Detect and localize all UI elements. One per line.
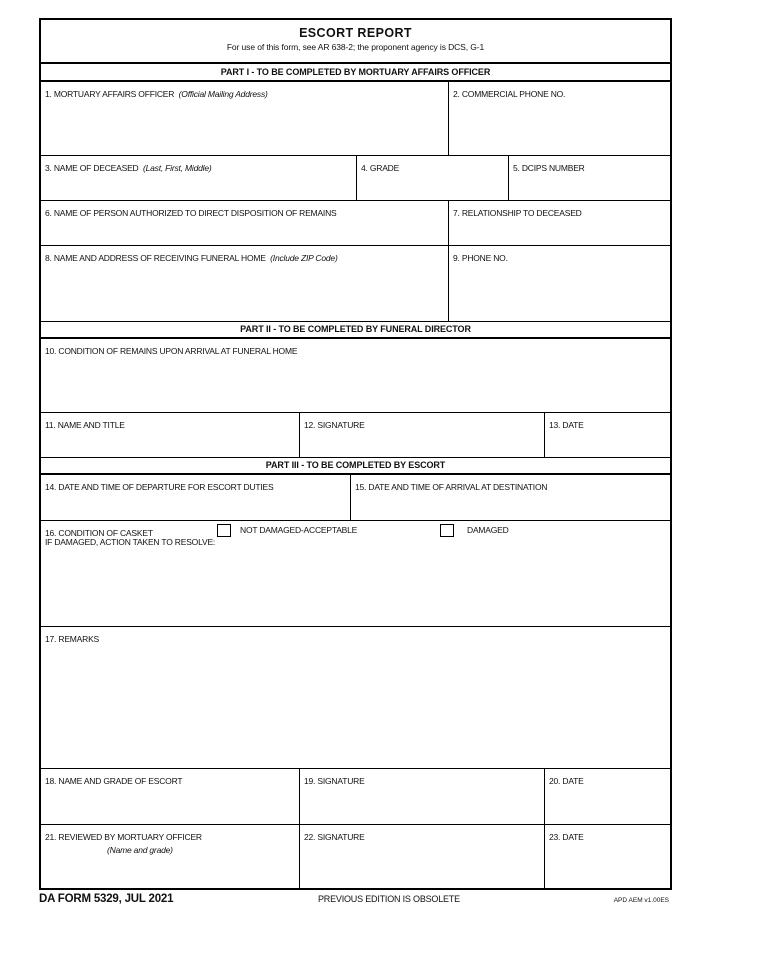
- field-12-label: 12. SIGNATURE: [304, 420, 365, 430]
- field-16-label: 16. CONDITION OF CASKET: [45, 528, 153, 538]
- field-21-label: 21. REVIEWED BY MORTUARY OFFICER: [45, 832, 202, 842]
- da-form-5329: [39, 18, 672, 890]
- field-8-hint: (Include ZIP Code): [270, 253, 338, 263]
- field-15-arrival-datetime[interactable]: [351, 475, 670, 520]
- field-5-dcips-number[interactable]: [509, 156, 670, 200]
- part3-header: PART III - TO BE COMPLETED BY ESCORT: [41, 458, 670, 475]
- field-23-date[interactable]: [545, 825, 670, 888]
- row-14-15: [41, 475, 670, 521]
- field-17-remarks[interactable]: [41, 627, 670, 768]
- field-16-option2-label: DAMAGED: [467, 525, 509, 535]
- field-23-label: 23. DATE: [549, 832, 584, 842]
- row-3-4-5: [41, 156, 670, 201]
- form-subtitle: For use of this form, see AR 638-2; the proponent agency is DCS, G-1: [226, 42, 485, 52]
- field-22-label: 22. SIGNATURE: [304, 832, 365, 842]
- field-14-departure-datetime[interactable]: [41, 475, 351, 520]
- field-1-label: 1. MORTUARY AFFAIRS OFFICER: [45, 89, 175, 99]
- row-10: [41, 339, 670, 413]
- field-16-condition-of-casket[interactable]: [41, 521, 670, 626]
- form-footer: [39, 893, 672, 909]
- form-header: [41, 20, 670, 64]
- checkbox-not-damaged-acceptable[interactable]: [217, 524, 231, 537]
- part2-header: PART II - TO BE COMPLETED BY FUNERAL DIRECTOR: [41, 322, 670, 339]
- checkbox-damaged[interactable]: [440, 524, 454, 537]
- row-21-22-23: [41, 825, 670, 888]
- field-2-label: 2. COMMERCIAL PHONE NO.: [453, 89, 566, 99]
- field-4-label: 4. GRADE: [361, 163, 400, 173]
- field-3-name-of-deceased[interactable]: [41, 156, 357, 200]
- field-15-label: 15. DATE AND TIME OF ARRIVAL AT DESTINATION: [355, 482, 548, 492]
- row-11-12-13: [41, 413, 670, 458]
- field-1-mortuary-affairs-officer[interactable]: [41, 82, 449, 155]
- field-18-label: 18. NAME AND GRADE OF ESCORT: [45, 776, 183, 786]
- field-19-label: 19. SIGNATURE: [304, 776, 365, 786]
- part1-header: PART I - TO BE COMPLETED BY MORTUARY AFFAIRS OFFICER: [41, 64, 670, 82]
- row-16: [41, 521, 670, 627]
- field-7-label: 7. RELATIONSHIP TO DECEASED: [453, 208, 582, 218]
- footer-edition-note: PREVIOUS EDITION IS OBSOLETE: [318, 894, 460, 904]
- row-18-19-20: [41, 769, 670, 825]
- field-8-label: 8. NAME AND ADDRESS OF RECEIVING FUNERAL HOME: [45, 253, 266, 263]
- field-14-label: 14. DATE AND TIME OF DEPARTURE FOR ESCORT DUTIES: [45, 482, 274, 492]
- footer-form-number: DA FORM 5329, JUL 2021: [39, 893, 174, 905]
- field-6-label: 6. NAME OF PERSON AUTHORIZED TO DIRECT DISPOSITION OF REMAINS: [45, 208, 337, 218]
- field-11-name-and-title[interactable]: [41, 413, 300, 457]
- field-18-name-grade-escort[interactable]: [41, 769, 300, 824]
- field-1-hint: (Official Mailing Address): [178, 89, 268, 99]
- field-2-commercial-phone[interactable]: [449, 82, 670, 155]
- field-13-date[interactable]: [545, 413, 670, 457]
- form-title: ESCORT REPORT: [299, 26, 412, 40]
- field-21-reviewed-by-mortuary-officer[interactable]: [41, 825, 300, 888]
- footer-apd-note: APD AEM v1.00ES: [613, 897, 669, 904]
- field-13-label: 13. DATE: [549, 420, 584, 430]
- field-4-grade[interactable]: [357, 156, 509, 200]
- field-10-condition-of-remains[interactable]: [41, 339, 670, 412]
- field-21-hint: (Name and grade): [107, 845, 173, 855]
- field-20-label: 20. DATE: [549, 776, 584, 786]
- field-12-signature[interactable]: [300, 413, 545, 457]
- field-6-person-authorized[interactable]: [41, 201, 449, 245]
- row-6-7: [41, 201, 670, 246]
- field-19-signature[interactable]: [300, 769, 545, 824]
- field-17-label: 17. REMARKS: [45, 634, 100, 644]
- field-9-label: 9. PHONE NO.: [453, 253, 508, 263]
- field-5-label: 5. DCIPS NUMBER: [513, 163, 585, 173]
- field-3-hint: (Last, First, Middle): [142, 163, 212, 173]
- field-22-signature[interactable]: [300, 825, 545, 888]
- row-8-9: [41, 246, 670, 322]
- field-20-date[interactable]: [545, 769, 670, 824]
- field-16-line2-label: IF DAMAGED, ACTION TAKEN TO RESOLVE:: [45, 537, 216, 547]
- field-9-phone-no[interactable]: [449, 246, 670, 321]
- field-10-label: 10. CONDITION OF REMAINS UPON ARRIVAL AT FUNERAL HOME: [45, 346, 298, 356]
- row-1-2: [41, 82, 670, 156]
- row-17: [41, 627, 670, 769]
- field-3-label: 3. NAME OF DECEASED: [45, 163, 139, 173]
- field-16-option1-label: NOT DAMAGED-ACCEPTABLE: [240, 525, 358, 535]
- field-8-receiving-funeral-home[interactable]: [41, 246, 449, 321]
- field-7-relationship[interactable]: [449, 201, 670, 245]
- field-11-label: 11. NAME AND TITLE: [45, 420, 125, 430]
